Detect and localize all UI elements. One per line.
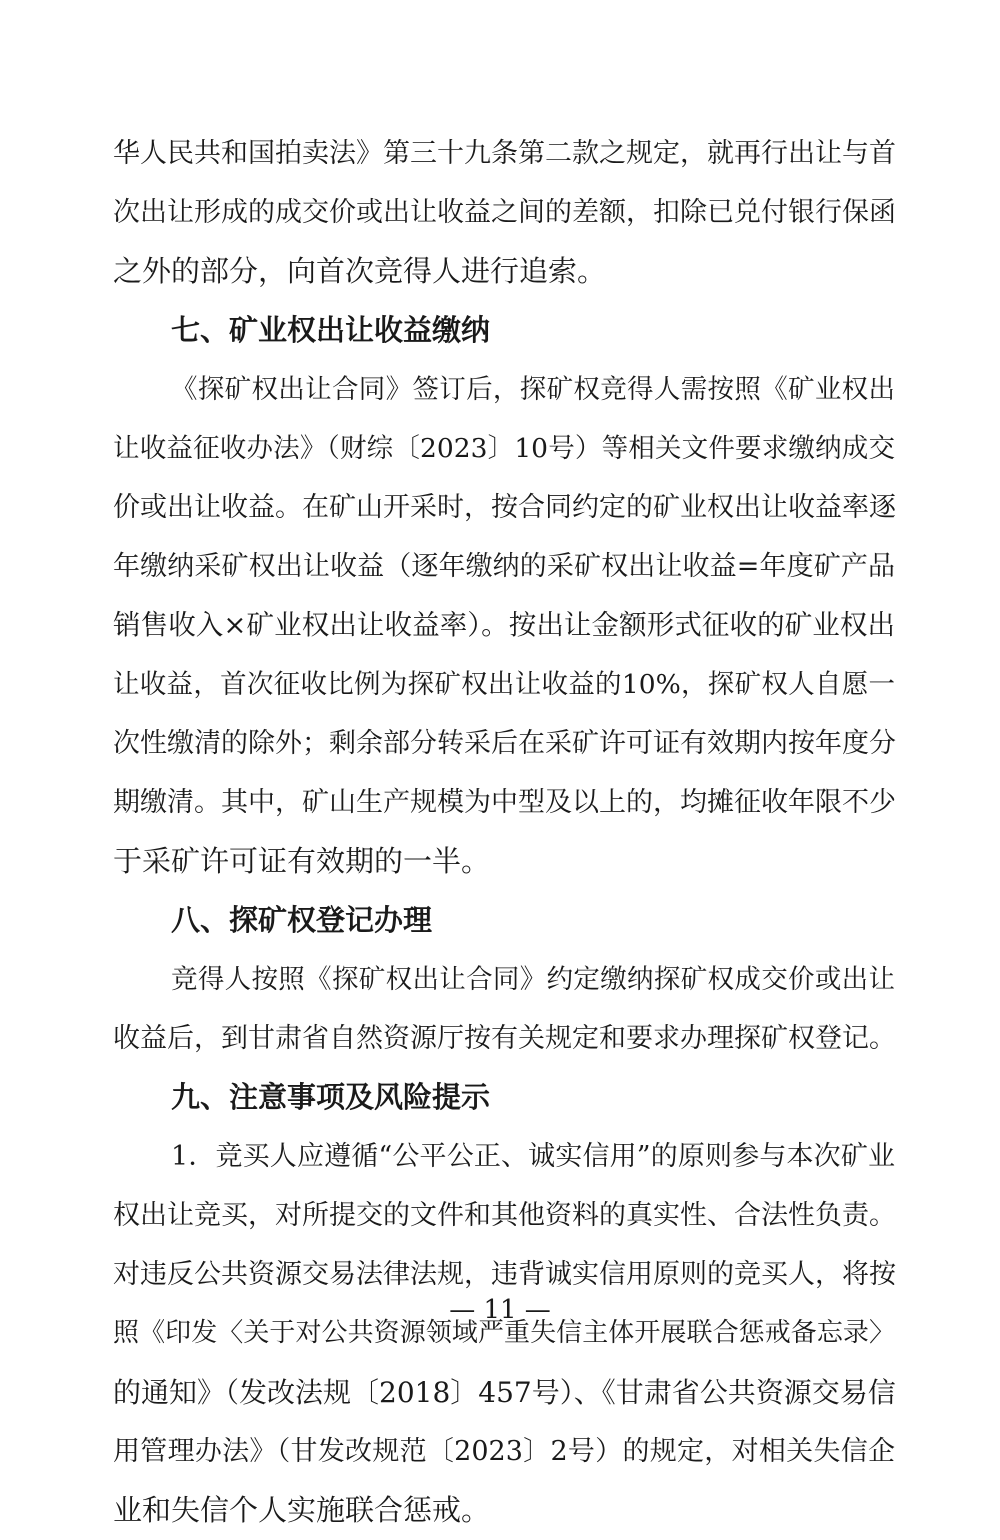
text-line: 照《印发〈关于对公共资源领域严重失信主体开展联合惩戒备忘录〉 [113,1318,895,1348]
text-line: 销售收入×矿业权出让收益率）。按出让金额形式征收的矿业权出 [113,609,895,641]
text-line: 对违反公共资源交易法律法规，违背诚实信用原则的竞买人，将按 [113,1259,896,1290]
page-number: — 11 — [449,1295,551,1325]
section-heading-8: 八、探矿权登记办理 [171,903,433,937]
text-line: 业和失信个人实施联合惩戒。 [113,1493,491,1527]
text-line: 《探矿权出让合同》签订后，探矿权竞得人需按照《矿业权出 [171,374,895,405]
text-line: 价或出让收益。在矿山开采时，按合同约定的矿业权出让收益率逐 [113,492,896,523]
text-line: 的通知》（发改法规〔2018〕457号）、《甘肃省公共资源交易信 [113,1376,896,1409]
text-line: 用管理办法》（甘发改规范〔2023〕2号）的规定，对相关失信企 [113,1436,895,1467]
text-line: 1．竞买人应遵循“公平公正、诚实信用”的原则参与本次矿业 [171,1141,895,1172]
text-line: 于采矿许可证有效期的一半。 [113,844,491,878]
text-line: 竞得人按照《探矿权出让合同》约定缴纳探矿权成交价或出让 [171,964,895,995]
text-line: 收益后，到甘肃省自然资源厅按有关规定和要求办理探矿权登记。 [113,1023,896,1054]
section-heading-7: 七、矿业权出让收益缴纳 [171,313,491,347]
text-line: 次出让形成的成交价或出让收益之间的差额，扣除已兑付银行保函 [113,197,896,228]
text-line: 期缴清。其中，矿山生产规模为中型及以上的，均摊征收年限不少 [113,787,896,818]
text-line: 之外的部分，向首次竞得人进行追索。 [113,254,607,288]
text-line: 让收益征收办法》（财综〔2023〕10号）等相关文件要求缴纳成交 [113,433,895,464]
text-line: 年缴纳采矿权出让收益（逐年缴纳的采矿权出让收益=年度矿产品 [113,551,895,582]
text-line: 华人民共和国拍卖法》第三十九条第二款之规定，就再行出让与首 [113,138,896,169]
text-line: 次性缴清的除外；剩余部分转采后在采矿许可证有效期内按年度分 [113,728,896,759]
section-heading-9: 九、注意事项及风险提示 [171,1080,491,1114]
text-line: 权出让竞买，对所提交的文件和其他资料的真实性、合法性负责。 [113,1200,896,1231]
text-line: 让收益，首次征收比例为探矿权出让收益的10%，探矿权人自愿一 [113,669,895,700]
